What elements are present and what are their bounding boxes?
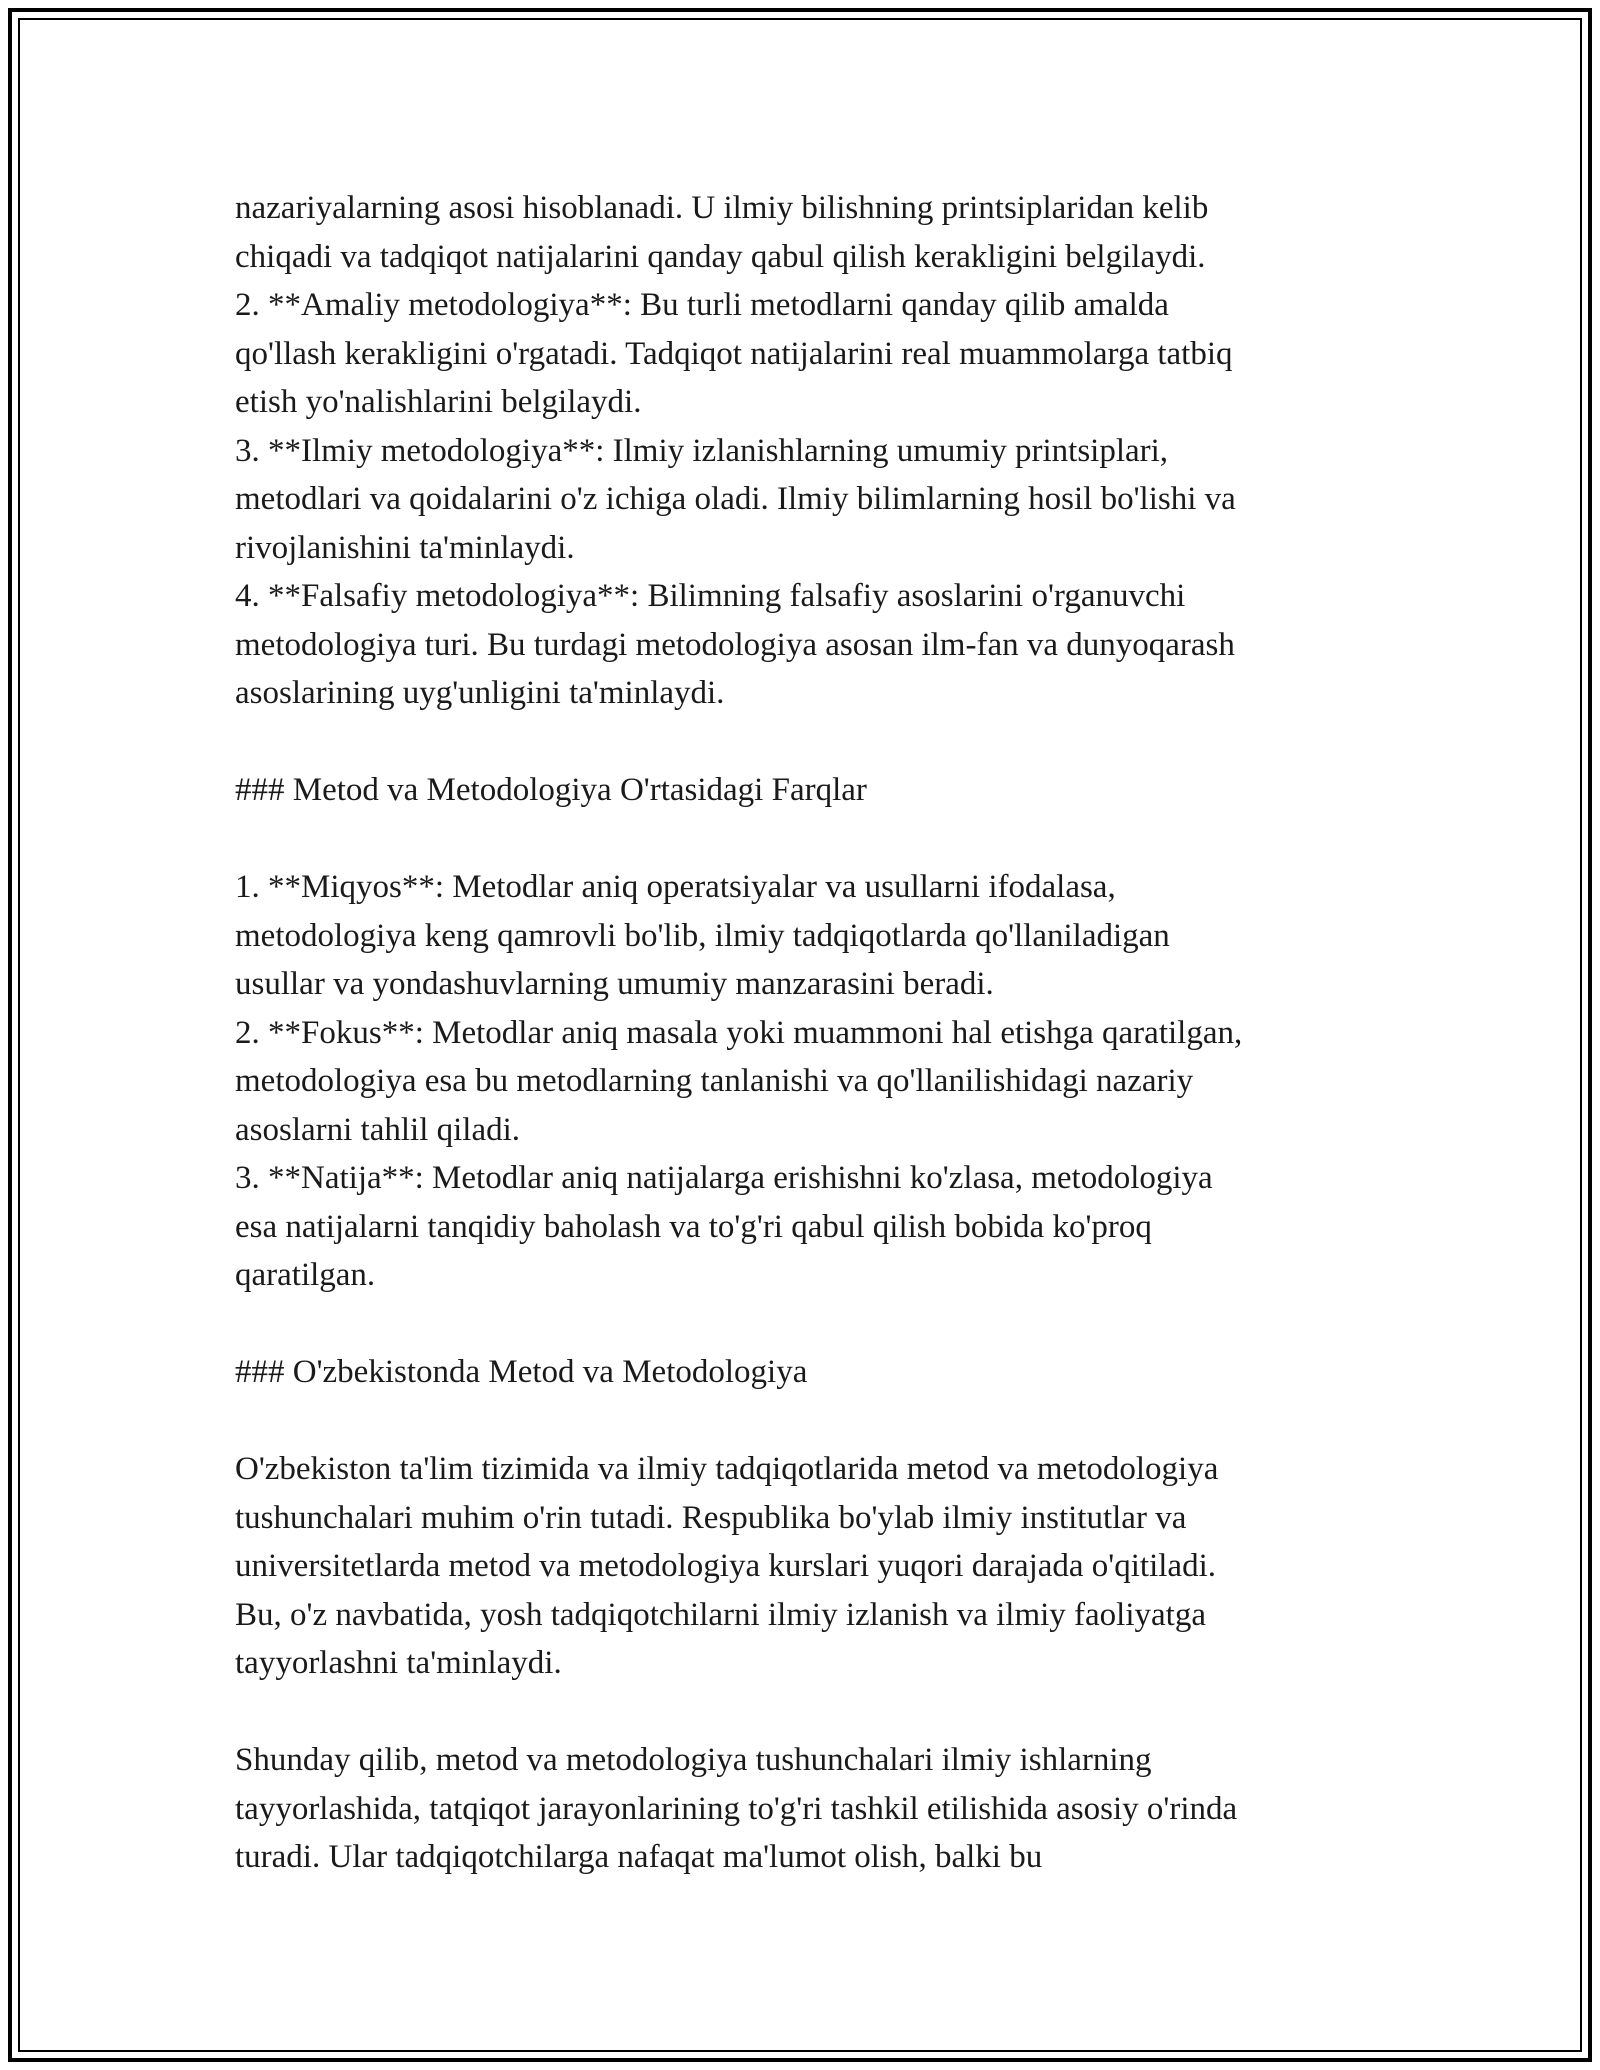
blank-line bbox=[235, 1397, 1375, 1446]
text-line: etish yo'nalishlarini belgilaydi. bbox=[235, 384, 642, 420]
text-line: turadi. Ular tadqiqotchilarga nafaqat ma'lumot olish, balki bu bbox=[235, 1839, 1043, 1875]
text-line: asoslarining uyg'unligini ta'minlaydi. bbox=[235, 675, 725, 711]
text-line: esa natijalarni tanqidiy baholash va to'g'ri qabul qilish bobida ko'proq bbox=[235, 1208, 1152, 1245]
section-heading: ### Metod va Metodologiya O'rtasidagi Farqlar bbox=[235, 772, 867, 808]
text-line: 3. **Natija**: Metodlar aniq natijalarga erishishni ko'zlasa, metodologiya bbox=[235, 1160, 1213, 1196]
text-line: usullar va yondashuvlarning umumiy manzarasini beradi. bbox=[235, 966, 994, 1002]
text-line: metodologiya keng qamrovli bo'lib, ilmiy tadqiqotlarda qo'llaniladigan bbox=[235, 917, 1170, 954]
text-line: metodlari va qoidalarini o'z ichiga oladi. Ilmiy bilimlarning hosil bo'lishi va bbox=[235, 481, 1236, 517]
text-line: metodologiya esa bu metodlarning tanlanishi va qo'llanilishidagi nazariy bbox=[235, 1063, 1194, 1099]
text-line: nazariyalarning asosi hisoblanadi. U ilmiy bilishning printsiplaridan kelib bbox=[235, 190, 1209, 226]
text-line: 1. **Miqyos**: Metodlar aniq operatsiyalar va usullarni ifodalasa, bbox=[235, 869, 1116, 905]
text-line: qaratilgan. bbox=[235, 1257, 376, 1293]
text-line: 4. **Falsafiy metodologiya**: Bilimning falsafiy asoslarini o'rganuvchi bbox=[235, 578, 1186, 614]
blank-line bbox=[235, 1300, 1375, 1349]
text-line: qo'llash kerakligini o'rgatadi. Tadqiqot natijalarini real muammolarga tatbiq bbox=[235, 335, 1233, 372]
text-line: tayyorlashida, tatqiqot jarayonlarining to'g'ri tashkil etilishida asosiy o'rinda bbox=[235, 1790, 1238, 1827]
text-line: rivojlanishini ta'minlaydi. bbox=[235, 529, 575, 566]
blank-line bbox=[235, 815, 1375, 864]
document-body bbox=[235, 184, 1375, 1882]
text-line: 2. **Fokus**: Metodlar aniq masala yoki muammoni hal etishga qaratilgan, bbox=[235, 1014, 1243, 1051]
text-line: tushunchalari muhim o'rin tutadi. Respublika bo'ylab ilmiy institutlar va bbox=[235, 1499, 1187, 1536]
text-line: metodologiya turi. Bu turdagi metodologiya asosan ilm-fan va dunyoqarash bbox=[235, 626, 1235, 663]
section-heading: ### O'zbekistonda Metod va Metodologiya bbox=[235, 1354, 808, 1390]
text-line: Bu, o'z navbatida, yosh tadqiqotchilarni ilmiy izlanish va ilmiy faoliyatga bbox=[235, 1596, 1206, 1633]
text-line: 3. **Ilmiy metodologiya**: Ilmiy izlanishlarning umumiy printsiplari, bbox=[235, 432, 1169, 469]
text-line: asoslarni tahlil qiladi. bbox=[235, 1111, 521, 1148]
text-line: 2. **Amaliy metodologiya**: Bu turli metodlarni qanday qilib amalda bbox=[235, 287, 1169, 323]
text-line: tayyorlashni ta'minlaydi. bbox=[235, 1645, 562, 1681]
text-line: chiqadi va tadqiqot natijalarini qanday qabul qilish kerakligini belgilaydi. bbox=[235, 238, 1206, 275]
text-line: Shunday qilib, metod va metodologiya tushunchalari ilmiy ishlarning bbox=[235, 1742, 1152, 1778]
blank-line bbox=[235, 718, 1375, 767]
blank-line bbox=[235, 1688, 1375, 1737]
text-line: universitetlarda metod va metodologiya kurslari yuqori darajada o'qitiladi. bbox=[235, 1548, 1216, 1584]
text-line: O'zbekiston ta'lim tizimida va ilmiy tadqiqotlarida metod va metodologiya bbox=[235, 1451, 1219, 1487]
